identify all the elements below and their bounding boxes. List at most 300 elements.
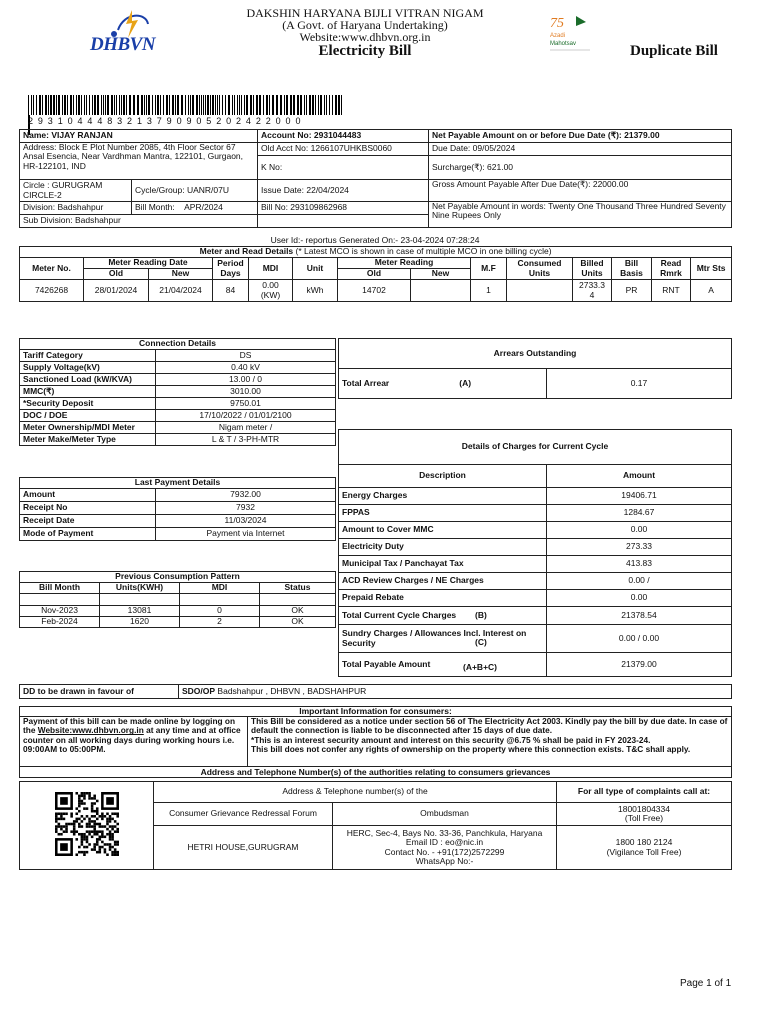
qr-module [72, 823, 75, 826]
ombudsman-name: Ombudsman [333, 803, 557, 826]
notice-section-56: This Bill be considered as a notice under section 56 of The Electricity Act 2003. Kindly pay the bill by due date. In case of default the connection is liable to be disconnected after 15 days of due date. [251, 716, 728, 736]
charge-label-text: Prepaid Rebate [342, 592, 404, 603]
connection-label: DOC / DOE [20, 410, 156, 422]
authorities-title: Address and Telephone Number(s) of the authorities relating to consumers grievances [20, 767, 732, 778]
toll-free-note-1: (Toll Free) [624, 813, 664, 823]
read-rmrk-header: Read Rmrk [652, 258, 691, 280]
qr-module [101, 831, 104, 834]
consumer-address: Address: Block E Plot Number 2085, 4th Floor Sector 67 Ansal Esencia, Near Vardhman Mantra, 122101, Gurgaon, HR-122101, IND [20, 143, 258, 180]
qr-module [78, 846, 81, 849]
charge-label-text: Municipal Tax / Panchayat Tax [342, 558, 464, 569]
barcode-bar [119, 95, 120, 115]
qr-module [113, 841, 116, 844]
qr-module [57, 823, 60, 826]
table-row [20, 606, 336, 617]
qr-module [116, 823, 119, 826]
qr-module [88, 844, 91, 847]
qr-module [78, 833, 81, 836]
charge-label-text: Sundry Charges / Allowances Incl. Interest on Security [342, 628, 527, 648]
qr-module [78, 803, 81, 806]
qr-module [83, 808, 86, 811]
barcode-bar [157, 95, 159, 115]
consumption-cell: 2 [180, 617, 260, 628]
qr-module [88, 818, 91, 821]
barcode-bar [326, 95, 327, 115]
qr-module [88, 833, 91, 836]
barcode-bar [304, 95, 305, 115]
due-date: Due Date: 09/05/2024 [429, 143, 732, 156]
qr-module [108, 818, 111, 821]
payment-value: Payment via Internet [156, 528, 336, 541]
qr-module [93, 795, 96, 798]
barcode-bar [309, 95, 311, 115]
qr-module [93, 803, 96, 806]
qr-module [93, 823, 96, 826]
qr-module [90, 831, 93, 834]
ombudsman-contact: Contact No. - +91(172)2572299 [384, 846, 505, 857]
qr-module [75, 820, 78, 823]
table-row [20, 515, 336, 528]
barcode-bar [234, 95, 235, 115]
table-row [20, 280, 732, 302]
surcharge: Surcharge(₹): 621.00 [429, 156, 732, 180]
read-rmrk: RNT [652, 280, 691, 302]
barcode-bar [188, 95, 189, 115]
connection-label: Sanctioned Load (kW/KVA) [20, 374, 156, 386]
barcode-bar [215, 95, 216, 115]
qr-module [85, 815, 88, 818]
forum-name: Consumer Grievance Redressal Forum [154, 803, 333, 826]
qr-module [108, 833, 111, 836]
sdo-label: SDO/OP [182, 685, 216, 696]
barcode-bar [42, 95, 43, 115]
ombudsman-address-line-1: HERC, Sec-4, Bays No. 33-36, Panchkula, Haryana [346, 827, 543, 838]
qr-module [85, 823, 88, 826]
charge-amount: 0.00 / [547, 573, 732, 590]
qr-module [88, 795, 91, 798]
qr-module [116, 851, 119, 854]
qr-module [111, 838, 114, 841]
toll-free-number-2: 1800 180 2124 [615, 837, 673, 848]
reading-date-header: Meter Reading Date [84, 258, 213, 269]
bill-month [132, 202, 258, 215]
qr-module [80, 803, 83, 806]
mf-value: 1 [471, 280, 507, 302]
charges-table [338, 429, 732, 677]
qr-module [98, 831, 101, 834]
payment-value: 11/03/2024 [156, 515, 336, 528]
qr-module [113, 813, 116, 816]
qr-module [55, 831, 58, 834]
consumption-cell: 0 [180, 606, 260, 617]
qr-module [108, 836, 111, 839]
qr-module [83, 792, 86, 795]
barcode-bar [318, 95, 319, 115]
barcode-bar [89, 95, 90, 115]
qr-module [106, 823, 109, 826]
table-row [20, 502, 336, 515]
qr-module [78, 805, 81, 808]
qr-module [62, 813, 65, 816]
mf-header: M.F [471, 258, 507, 280]
barcode-bar [177, 95, 179, 115]
qr-module [108, 826, 111, 829]
k-number: K No: [258, 156, 429, 180]
charge-row [339, 556, 732, 573]
sub-division: Sub Division: Badshahpur [20, 215, 258, 228]
barcode-bar [105, 95, 106, 115]
page-number: Page 1 of 1 [680, 978, 732, 989]
toll-free-number-1: 18001804334 [617, 803, 670, 814]
charge-label-text: FPPAS [342, 507, 370, 518]
barcode-bar [31, 95, 32, 115]
meter-details-table [19, 246, 732, 302]
barcode-bar [155, 95, 156, 115]
qr-module [55, 828, 58, 831]
qr-module [83, 795, 86, 798]
qr-module [55, 813, 58, 816]
qr-module [78, 851, 81, 854]
connection-details-table [19, 338, 336, 446]
qr-module [70, 813, 73, 816]
qr-module [113, 844, 116, 847]
qr-module [80, 795, 83, 798]
connection-label: MMC(₹) [20, 386, 156, 398]
qr-module [85, 831, 88, 834]
description-header: Description [339, 465, 547, 488]
qr-module [113, 831, 116, 834]
qr-module [111, 836, 114, 839]
important-info-table [19, 706, 732, 778]
barcode-bar [129, 95, 131, 115]
barcode-bar [175, 95, 176, 115]
consumption-cell: Feb-2024 [20, 617, 100, 628]
charge-row [339, 539, 732, 556]
qr-module [116, 831, 119, 834]
qr-module [98, 838, 101, 841]
qr-module [103, 849, 106, 852]
qr-module [62, 818, 65, 821]
qr-module [80, 792, 83, 795]
qr-module [93, 815, 96, 818]
barcode-bar [276, 95, 278, 115]
qr-module [90, 810, 93, 813]
barcode-bar [203, 95, 204, 115]
qr-module [116, 813, 119, 816]
barcode-bar [50, 95, 52, 115]
qr-module [85, 792, 88, 795]
qr-module [83, 851, 86, 854]
qr-module [101, 841, 104, 844]
barcode-bar [137, 95, 139, 115]
qr-module [62, 826, 65, 829]
qr-module [103, 826, 106, 829]
barcode-bar [284, 95, 285, 115]
barcode-bar [225, 95, 226, 115]
qr-module [83, 836, 86, 839]
consumption-header: Status [260, 583, 336, 594]
date-new-header: New [149, 269, 213, 280]
barcode-bar [148, 95, 150, 115]
qr-module [95, 831, 98, 834]
barcode-bar [78, 95, 80, 115]
consumption-header: Bill Month [20, 583, 100, 594]
qr-module [98, 849, 101, 852]
qr-module [60, 818, 63, 821]
charge-label [339, 539, 547, 556]
barcode-bar [45, 95, 47, 115]
consumption-header: Units(KWH) [100, 583, 180, 594]
qr-module [106, 854, 109, 857]
qr-module [72, 831, 75, 834]
mdi-value: 0.00 (KW) [249, 280, 293, 302]
consumer-details-table [19, 129, 732, 228]
qr-module [106, 844, 109, 847]
qr-module [90, 836, 93, 839]
qr-module [98, 836, 101, 839]
barcode-bar [181, 95, 183, 115]
consumption-cell: Nov-2023 [20, 606, 100, 617]
charge-amount: 0.00 [547, 522, 732, 539]
charge-label [339, 573, 547, 590]
table-row [20, 434, 336, 446]
barcode-bar [239, 95, 240, 115]
qr-module [95, 808, 98, 811]
barcode-bar [332, 95, 333, 115]
qr-module [60, 828, 63, 831]
qr-module [80, 820, 83, 823]
charge-code: (B) [475, 609, 487, 620]
qr-module [88, 792, 91, 795]
qr-module [80, 833, 83, 836]
charge-amount: 413.83 [547, 556, 732, 573]
qr-module [111, 826, 114, 829]
qr-module [85, 838, 88, 841]
barcode-bar [36, 95, 37, 115]
total-arrear-code: (A) [459, 377, 472, 388]
charge-label-text: Amount to Cover MMC [342, 524, 434, 535]
qr-module [55, 815, 58, 818]
qr-module [83, 854, 86, 857]
qr-module [108, 849, 111, 852]
qr-module [57, 826, 60, 829]
qr-module [111, 828, 114, 831]
period-days-header: Period Days [213, 258, 249, 280]
qr-module [85, 841, 88, 844]
charge-label-text: Total Current Cycle Charges [342, 609, 457, 620]
barcode-bar [185, 95, 186, 115]
forum-address: HETRI HOUSE,GURUGRAM [154, 826, 333, 870]
qr-module [65, 826, 68, 829]
qr-module [116, 841, 119, 844]
qr-module [83, 838, 86, 841]
dhbvn-logo-text: DHBVN [90, 34, 156, 55]
charge-row [339, 625, 732, 653]
qr-module [78, 797, 81, 800]
connection-value: 3010.00 [156, 386, 336, 398]
mtr-sts-header: Mtr Sts [691, 258, 732, 280]
total-arrear-value: 0.17 [547, 369, 732, 399]
barcode-bar [84, 95, 85, 115]
last-payment-table [19, 477, 336, 541]
period-days: 84 [213, 280, 249, 302]
address-header: Address & Telephone number(s) of the [154, 782, 557, 803]
barcode-bar [286, 95, 288, 115]
circle: Circle : GURUGRAM CIRCLE-2 [20, 180, 132, 202]
barcode-bar [320, 95, 322, 115]
barcode-bar [97, 95, 99, 115]
qr-module [75, 854, 78, 857]
qr-module [88, 831, 91, 834]
sdo-op [179, 685, 732, 699]
charge-row [339, 488, 732, 505]
qr-finder-core [60, 844, 68, 852]
consumption-header: MDI [180, 583, 260, 594]
table-row [20, 350, 336, 362]
qr-module [93, 833, 96, 836]
charge-label-text: Energy Charges [342, 490, 408, 501]
notice-info [248, 717, 732, 767]
qr-module [90, 803, 93, 806]
charge-label-text: ACD Review Charges / NE Charges [342, 575, 484, 586]
authorities-table [19, 781, 732, 870]
qr-module [70, 831, 73, 834]
qr-module [95, 800, 98, 803]
charge-amount: 21379.00 [547, 653, 732, 677]
barcode-bar [133, 95, 135, 115]
bill-basis-header: Bill Basis [612, 258, 652, 280]
qr-module [88, 823, 91, 826]
ombudsman-email: Email ID : eo@nic.in [405, 837, 484, 848]
meter-reading-header: Meter Reading [338, 258, 471, 269]
qr-module [78, 800, 81, 803]
payment-value: 7932.00 [156, 489, 336, 502]
qr-module [116, 828, 119, 831]
qr-module [113, 820, 116, 823]
barcode-bar [163, 95, 164, 115]
qr-module [90, 826, 93, 829]
table-row [20, 422, 336, 434]
payment-label: Receipt No [20, 502, 156, 515]
table-row [20, 362, 336, 374]
barcode-bar [199, 95, 200, 115]
barcode-bar [73, 95, 74, 115]
qr-module [111, 833, 114, 836]
meter-details-title-bold: Meter and Read Details [199, 246, 294, 257]
charge-amount: 19406.71 [547, 488, 732, 505]
qr-module [70, 823, 73, 826]
table-row [20, 374, 336, 386]
arrears-title: Arrears Outstanding [339, 339, 732, 369]
toll-free-note-2: (Vigilance Toll Free) [606, 846, 682, 857]
qr-module [80, 815, 83, 818]
qr-module [93, 828, 96, 831]
qr-module [95, 813, 98, 816]
qr-module [95, 823, 98, 826]
barcode-bar [103, 95, 104, 115]
svg-text:Mahotsav: Mahotsav [550, 41, 577, 47]
user-id-generated: User Id:- reportus Generated On:- 23-04-2024 07:28:24 [270, 235, 480, 245]
consumption-cell: OK [260, 606, 336, 617]
barcode-bar [205, 95, 206, 115]
qr-module [90, 808, 93, 811]
connection-value: 0.40 kV [156, 362, 336, 374]
qr-module [80, 841, 83, 844]
qr-module [108, 838, 111, 841]
qr-module [106, 813, 109, 816]
charge-amount: 0.00 [547, 590, 732, 607]
qr-module [95, 844, 98, 847]
barcode-bar [76, 95, 77, 115]
payment-label: Amount [20, 489, 156, 502]
qr-module [83, 818, 86, 821]
qr-module [101, 818, 104, 821]
qr-finder-core [60, 797, 68, 805]
charge-amount: 273.33 [547, 539, 732, 556]
net-payable-words: Net Payable Amount in words: Twenty One Thousand Three Hundred Seventy Nine Rupees Only [429, 202, 732, 228]
barcode-bar [116, 95, 117, 115]
barcode-bar [250, 95, 252, 115]
bill-number: Bill No: 293109862968 [258, 202, 429, 215]
qr-module [111, 818, 114, 821]
barcode-bar [272, 95, 274, 115]
duplicate-bill-label: Duplicate Bill [630, 43, 718, 59]
qr-module [111, 846, 114, 849]
barcode-bar [280, 95, 282, 115]
charge-amount: 21378.54 [547, 607, 732, 625]
charge-label [339, 488, 547, 505]
qr-module [93, 846, 96, 849]
qr-module [65, 813, 68, 816]
barcode-bar [56, 95, 57, 115]
barcode-bar [48, 95, 49, 115]
qr-module [98, 846, 101, 849]
barcode-bar [315, 95, 316, 115]
qr-module [57, 833, 60, 836]
barcode-bar [244, 95, 245, 115]
qr-module [60, 815, 63, 818]
consumed-units-header: Consumed Units [507, 258, 573, 280]
bill-month-label: Bill Month: [135, 202, 175, 213]
qr-module [95, 833, 98, 836]
connection-label: Meter Make/Meter Type [20, 434, 156, 446]
consumption-table [19, 571, 336, 628]
qr-module [88, 797, 91, 800]
qr-module [103, 844, 106, 847]
connection-value: DS [156, 350, 336, 362]
qr-module [75, 838, 78, 841]
barcode-bar [28, 95, 29, 115]
charge-label [339, 607, 547, 625]
website-link[interactable]: Website:www.dhbvn.org.in [37, 725, 144, 736]
barcode-bar [293, 95, 295, 115]
online-payment-text-2: at any time and at office counter on all working days during working hours i.e. 09:00AM to 05:00PM. [23, 725, 241, 754]
qr-module [108, 815, 111, 818]
connection-value: Nigam meter / [156, 422, 336, 434]
barcode-bar [152, 95, 153, 115]
barcode-bar [222, 95, 223, 115]
qr-module [93, 826, 96, 829]
online-payment-text: Payment of this bill can be made online by logging on the [23, 716, 236, 736]
bill-basis: PR [612, 280, 652, 302]
old-account-number: Old Acct No: 1266107UHKBS0060 [258, 143, 429, 156]
qr-code[interactable] [55, 792, 119, 856]
barcode-bar [67, 95, 68, 115]
barcode-bar [312, 95, 314, 115]
charge-row [339, 522, 732, 539]
qr-module [106, 828, 109, 831]
qr-code-cell [20, 782, 154, 870]
